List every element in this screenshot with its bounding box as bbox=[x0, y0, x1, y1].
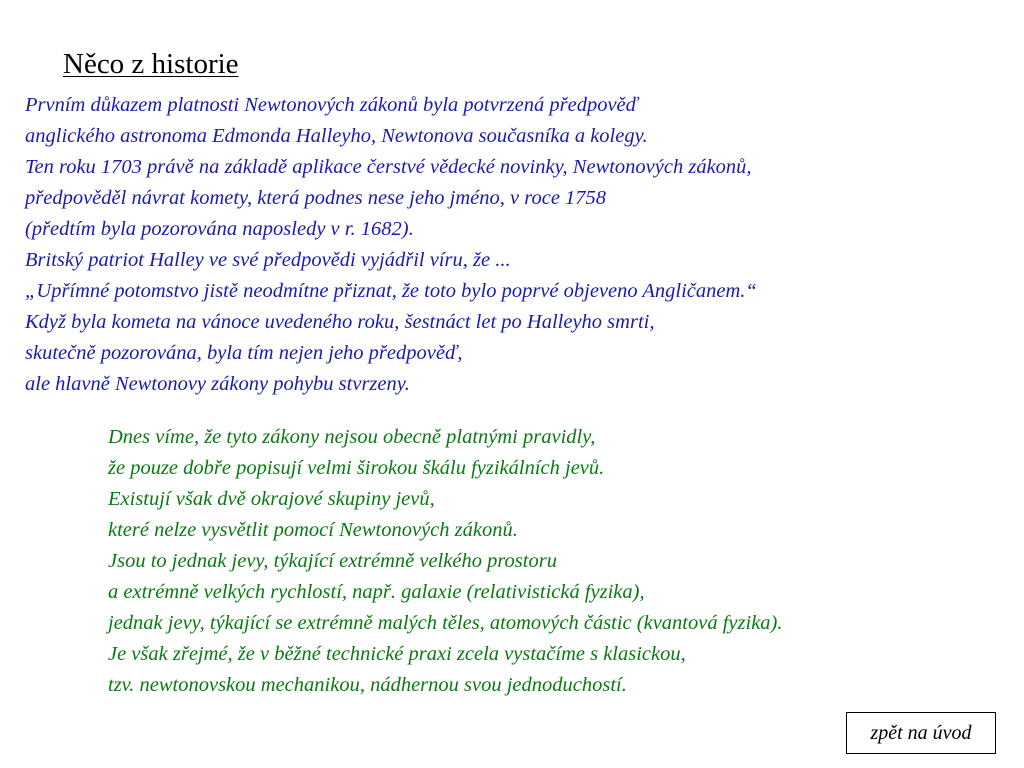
modern-view-line: Jsou to jednak jevy, týkající extrémně velkého prostoru bbox=[108, 550, 557, 572]
modern-view-line: jednak jevy, týkající se extrémně malých těles, atomových částic (kvantová fyzika). bbox=[108, 612, 783, 634]
modern-view-line: tzv. newtonovskou mechanikou, nádhernou svou jednoduchostí. bbox=[108, 674, 627, 696]
history-line: Ten roku 1703 právě na základě aplikace čerstvé vědecké novinky, Newtonových zákonů, bbox=[25, 156, 752, 178]
history-quote-line: „Upřímné potomstvo jistě neodmítne přiznat, že toto bylo poprvé objeveno Angličanem.“ bbox=[25, 280, 757, 302]
modern-view-line: Dnes víme, že tyto zákony nejsou obecně platnými pravidly, bbox=[108, 426, 596, 448]
modern-view-paragraph bbox=[108, 422, 783, 701]
history-line: ale hlavně Newtonovy zákony pohybu stvrzeny. bbox=[25, 373, 410, 395]
modern-view-line: že pouze dobře popisují velmi širokou škálu fyzikálních jevů. bbox=[108, 457, 605, 479]
back-to-start-button[interactable]: zpět na úvod bbox=[846, 712, 996, 754]
modern-view-line: které nelze vysvětlit pomocí Newtonových zákonů. bbox=[108, 519, 518, 541]
modern-view-line: Existují však dvě okrajové skupiny jevů, bbox=[108, 488, 435, 510]
history-line: anglického astronoma Edmonda Halleyho, Newtonova současníka a kolegy. bbox=[25, 125, 648, 147]
history-line: Prvním důkazem platnosti Newtonových zákonů byla potvrzená předpověď bbox=[25, 94, 639, 116]
modern-view-line: a extrémně velkých rychlostí, např. galaxie (relativistická fyzika), bbox=[108, 581, 645, 603]
history-line: Britský patriot Halley ve své předpovědi vyjádřil víru, že ... bbox=[25, 249, 511, 271]
history-paragraph bbox=[25, 90, 757, 400]
history-line: předpověděl návrat komety, která podnes nese jeho jméno, v roce 1758 bbox=[25, 187, 607, 209]
page-title: Něco z historie bbox=[63, 48, 239, 80]
history-line: skutečně pozorována, byla tím nejen jeho předpověď, bbox=[25, 342, 463, 364]
history-line: (předtím byla pozorována naposledy v r. 1682). bbox=[25, 218, 414, 240]
history-line: Když byla kometa na vánoce uvedeného roku, šestnáct let po Halleyho smrti, bbox=[25, 311, 655, 333]
modern-view-line: Je však zřejmé, že v běžné technické praxi zcela vystačíme s klasickou, bbox=[108, 643, 686, 665]
